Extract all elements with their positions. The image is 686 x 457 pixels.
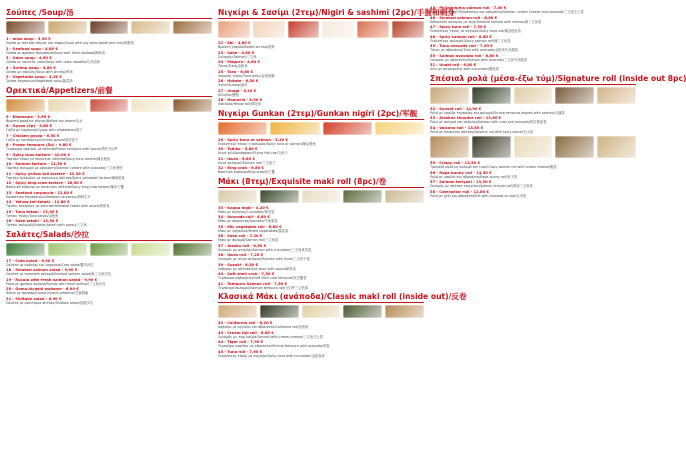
dish-photo-strip	[218, 21, 424, 38]
menu-item-name: 47 - Spicy tuna roll - 7,50 €	[430, 25, 487, 29]
dish-photo	[430, 87, 469, 104]
dish-photo	[514, 136, 553, 158]
menu-item-description: Σούπα με φρέσκα θαλασσινά/Soup with fresh seafood/海鲜汤	[6, 50, 105, 55]
menu-item-name: 8 - Prawn tempura (5p) - 9,80 €	[6, 143, 72, 147]
menu-item-name: 5 - Edamame - 3,90 €	[6, 114, 51, 119]
dish-photo-strip	[430, 87, 636, 104]
menu-item-name: 57 - Salmon teriyaki - 13,50 €	[430, 180, 492, 184]
menu-item	[6, 37, 212, 46]
menu-item-name: 40 - Soft shell crab - 7,50 €	[218, 272, 275, 276]
dish-photo	[131, 243, 170, 256]
menu-item-name: 45 - Tuna roll - 7,90 €	[218, 349, 263, 354]
menu-item-name: 19 - Rucola with fresh salmon salad - 9,90 €	[6, 277, 98, 282]
menu-item-description: Τόνος με αβοκάντο/Tuna with avocado/金枪鱼牛油果卷	[430, 48, 519, 53]
menu-item-description: Σολομός με σάλτσα τεριγιάκι/Salmon teriyaki roll/照烧三文鱼卷	[430, 184, 533, 189]
menu-item-name: 16 - Sake tataki - 12,50 €	[6, 219, 59, 223]
menu-item	[218, 166, 424, 175]
menu-item-description: Σολομός με τυρί Philadelphia και αβοκάντο/Salmon, cream cheese and avocado/三文鱼芝士卷	[430, 10, 584, 15]
menu-item	[6, 153, 212, 162]
menu-item-description: Βασιλικό καβούρι με πικάντικη σάλτσα/Spicy king crab tartare/辣帝王蟹	[6, 185, 124, 190]
menu-item	[6, 134, 212, 143]
menu-item-name: 11 - Spicy yellow tail tartare - 12,50 €	[6, 171, 85, 176]
dish-photo-strip	[6, 21, 212, 34]
menu-item-description: Βραστά φασόλια σόγιας/Boiled soy beans/毛豆	[6, 118, 83, 123]
menu-item-name: 26 - Hotate - 6,50 €	[218, 79, 259, 83]
menu-item-description: Ταρτάρ λακέρδας με πικάντικη σάλτσα/Spicy yellowtail tartare/辣黄尾鱼	[6, 175, 125, 180]
menu-item-description: Λακέρδα/Yellow tail/黄尾鱼	[218, 102, 261, 107]
menu-item-description: Ρολό με γαρίδα και αβοκάντο/Rage bunny roll/兔子卷	[430, 174, 518, 179]
menu-item-name: 1 - miso soup - 3,90 €	[6, 37, 51, 41]
menu-item-description: Ταρτάρ τόνου με πικάντικη σάλτσα/Spicy tuna tartare/辣金枪鱼	[6, 156, 111, 161]
menu-item-description: Τατάκι τόνου/Tuna tataki/金枪鱼	[6, 213, 59, 218]
dish-photo	[270, 122, 319, 135]
dish-photo	[357, 21, 389, 38]
menu-item	[218, 98, 424, 107]
dish-photo	[385, 190, 424, 203]
menu-section	[218, 177, 424, 291]
menu-item-description: Σούπα με γαρίδες/Soup with shrimp/虾汤	[6, 69, 73, 74]
menu-item-description: Χτένι/Scallop/扇贝	[218, 83, 248, 88]
menu-item-description: Ρολό με πικάντικη σάλτσα/Volcano roll with spicy sauce/火山卷	[430, 129, 534, 134]
menu-item	[6, 75, 212, 84]
menu-item-description: Ταρτάρ σολομού με αβοκάντο/Salmon tartare with avocado/三文鱼塔塔	[6, 166, 123, 171]
menu-item-name: 6 - Gyoza (4p) - 5,80 €	[6, 124, 53, 128]
section-title: Νιγκίρι & Σασίμι (2τεμ)/Nigiri & sashimi (2pc)/手握和刺身	[218, 8, 455, 17]
dish-photo	[48, 243, 87, 256]
menu-item	[430, 116, 636, 125]
menu-item-description: Σολομός με αυγά σολομού/Salmon with ikura/三文鱼子卷	[218, 257, 310, 262]
menu-item-description: Τατάκι λακέρδας με σάλτσα/Yellowtail tataki with sauce/黄尾鱼	[6, 204, 110, 209]
menu-item	[218, 138, 424, 147]
menu-item	[430, 161, 636, 170]
dish-photo	[343, 190, 382, 203]
menu-item-name: 50 - Salmon avocado roll - 6,80 €	[430, 53, 499, 58]
menu-item	[218, 234, 424, 243]
section-title: Σαλάτες/Salads/沙拉	[6, 230, 212, 241]
menu-item-name: 28 - Hamachi - 6,50 €	[218, 98, 263, 102]
dish-photo	[288, 21, 320, 38]
dish-photo	[90, 243, 129, 256]
menu-item	[430, 107, 636, 116]
menu-section	[430, 136, 636, 198]
menu-item-description: Μάκι με λαχανικά/Mixed vegetables/蔬菜卷	[218, 228, 289, 233]
dish-photo-strip	[218, 122, 424, 135]
menu-item-name: 49 - Tuna avocado roll - 7,20 €	[430, 44, 493, 48]
menu-item-description: Τεμπούρα γαρίδας με αβοκάντο/Shrimp tempura with avocado/虎卷	[218, 344, 330, 349]
menu-item-name: 34 - Avocado roll - 4,80 €	[218, 215, 270, 219]
menu-item-name: 45 - Philadelphia salmon roll - 7,50 €	[430, 6, 507, 10]
dish-photo	[90, 21, 129, 34]
dish-photo	[597, 87, 636, 104]
menu-item	[6, 268, 212, 277]
menu-item-description: Τεμπούρα γαρίδας με σάλτσα/Prawn tempura with sauce/炸虾天妇罗	[6, 147, 118, 152]
dish-photo	[131, 21, 170, 34]
dish-photo	[343, 305, 382, 318]
menu-item	[218, 215, 424, 224]
dish-photo	[392, 21, 424, 38]
menu-item-name: 7 - Chicken gyoza - 6,50 €	[6, 133, 60, 138]
menu-column-1	[6, 6, 212, 453]
dish-photo	[385, 305, 424, 318]
menu-item-name: 3 - Udon soup - 4,50 €	[6, 56, 52, 60]
menu-item-name: 39 - Suzuki - 6,50 €	[218, 262, 259, 267]
menu-item-name: 14 - Yellow tail tataki - 12,80 €	[6, 200, 70, 204]
menu-item-description: Ρόκα με φρέσκο σολομό/Rucola with fresh salmon/三文鱼沙拉	[6, 281, 106, 286]
dish-photo	[472, 87, 511, 104]
menu-item-description: Γιόζα με κοτόπουλο/Chicken gyoza/鸡肉饺子	[6, 137, 79, 142]
menu-item-name: 56 - Rage bunny roll - 13,50 €	[430, 170, 492, 175]
menu-item	[430, 44, 636, 53]
menu-item-description: Τραγανό ρολό με σολομό και τυρί/Crispy salmon roll with cream cheese/脆卷	[430, 165, 557, 170]
menu-item-description: Χέλι/Eel/鳗鱼	[218, 92, 239, 97]
dish-photo	[555, 87, 594, 104]
section-title: Σούπες /Soup/汤	[6, 8, 212, 19]
menu-item	[6, 278, 212, 287]
menu-item	[218, 282, 424, 291]
menu-item	[218, 147, 424, 156]
menu-item-name: 46 - Smoked salmon roll - 8,80 €	[430, 15, 498, 20]
menu-item	[430, 54, 636, 63]
section-title: Κλασικά Μάκι (ανάποδα)/Classic maki roll (inside out)/反卷	[218, 292, 467, 301]
dish-photo	[323, 122, 372, 135]
menu-section	[430, 6, 636, 72]
menu-item-name: 48 - Spicy salmon roll - 6,80 €	[430, 34, 492, 39]
menu-item	[6, 210, 212, 219]
menu-item-description: Σαλάτα με καβούρι και λαχανικά/Crab salad/蟹肉沙拉	[6, 262, 94, 267]
menu-item	[6, 219, 212, 228]
menu-item-description: Σαλάτα με καπνιστό σολομό/Smoked salmon salad/熏三文鱼沙拉	[6, 272, 111, 277]
menu-item-description: Σούπα λαχανικών/Vegetable soup/蔬菜汤	[6, 79, 73, 84]
dish-photo-strip	[430, 136, 636, 158]
section-title: Σπέσιαλ ρολά (μέσα-έξω τύμ)/Signature roll (inside out 8pc)	[430, 73, 686, 83]
menu-section	[218, 292, 467, 358]
menu-item	[218, 41, 424, 50]
menu-item	[430, 190, 636, 199]
menu-item-name: 55 - Crispy roll - 13,50 €	[430, 161, 481, 165]
dish-photo	[218, 122, 267, 135]
menu-item-description: Λαβράκι με σάλτσα/Sea bass with sauce/鲈鱼卷	[218, 266, 296, 271]
dish-photo-strip	[218, 190, 424, 203]
dish-photo	[48, 99, 87, 112]
section-title: Ορεκτικά/Appetizers/前餐	[6, 86, 212, 97]
menu-item-name: 36 - Sake roll - 7,20 €	[218, 234, 263, 238]
menu-item	[6, 115, 212, 124]
section-title: Νιγκίρι Gunkan (2τεμ)/Gunkan nigiri (2pc)/军舰	[218, 109, 424, 120]
menu-item-description: Πικάντικος τόνος με αγγούρι/Spicy tuna with cucumber/金枪鱼卷	[218, 353, 325, 358]
menu-item	[218, 340, 424, 349]
menu-item	[6, 181, 212, 190]
dish-photo	[173, 21, 212, 34]
dish-photo	[322, 21, 354, 38]
dish-photo	[260, 190, 299, 203]
dish-photo	[302, 305, 341, 318]
menu-item-name: 44 - Tiger roll - 7,90 €	[218, 340, 264, 344]
menu-item	[218, 225, 424, 234]
menu-item-description: Τατάκι σολομού/Salmon tataki with ponzu/三文鱼	[6, 223, 87, 228]
dish-photo	[6, 21, 45, 34]
menu-item	[430, 126, 636, 135]
menu-item	[218, 70, 424, 79]
menu-item-name: 32 - King crab - 6,80 €	[218, 166, 265, 170]
menu-item-name: 22 - Ebi - 4,80 €	[218, 41, 251, 45]
menu-item	[218, 253, 424, 262]
menu-item-description: Ρολό με σολομό και καβούρι/Salmon with crab and avocado/阿拉斯加卷	[430, 120, 547, 125]
menu-item-name: 13 - Seafood carpaccio - 12,80 €	[6, 190, 73, 195]
menu-item-description: Ρολό με χέλι και αβοκάντο/Eel with avocado on top/毛虫卷	[430, 193, 527, 198]
menu-item-description: Σολομός με αγγούρι/Salmon with cucumber/三文鱼黄瓜卷	[218, 247, 312, 252]
menu-item-name: 52 - Sunset roll - 14,00 €	[430, 106, 482, 111]
dish-photo	[260, 305, 299, 318]
menu-section	[6, 230, 212, 306]
dish-photo	[6, 99, 45, 112]
menu-item-description: Φύκια με σουσάμι/Goma hiyashi wakame/芝麻海藻	[6, 291, 89, 296]
dish-photo	[253, 21, 285, 38]
menu-item-description: Καπνιστός σολομός με τυρί/Smoked salmon with cheese/熏三文鱼卷	[430, 19, 542, 24]
menu-item-name: 37 - Alaska roll - 6,50 €	[218, 243, 267, 248]
menu-item-description: Πικάντικος τόνος ή σολομός/Spicy tuna or salmon/辣金枪鱼	[218, 141, 316, 146]
menu-item-name: 15 - Tuna tataki - 13,50 €	[6, 209, 59, 214]
menu-section	[218, 109, 424, 175]
menu-item-description: Σολομός με αβοκάντο/Salmon with avocado/三文鱼牛油果卷	[430, 57, 528, 62]
menu-item	[430, 25, 636, 34]
menu-item-name: 2 - Seafood soup - 4,80 €	[6, 46, 58, 51]
menu-item-description: Τόνος/Tuna/金枪鱼	[218, 64, 248, 69]
menu-item-name: 18 - Smoked salmon salad - 9,90 €	[6, 268, 78, 272]
dish-photo	[430, 136, 469, 158]
dish-photo	[218, 305, 257, 318]
menu-item-description: Σούπα με σάλτσα σόγιας και τόφου/Soup with soy bean paste and tofu/味噌汤	[6, 41, 134, 46]
dish-photo	[597, 136, 636, 158]
menu-item-name: 24 - Maguro - 4,80 €	[218, 60, 261, 64]
menu-item-description: Λιπαρός τόνος/Tuna belly/金枪鱼腩	[218, 73, 275, 78]
section-title: Μάκι (8τεμ)/Exquisite maki roll (8pc)/卷	[218, 177, 424, 188]
menu-item-name: 20 - Goma hiyashi wakame - 6,90 €	[6, 287, 79, 291]
menu-item-description: Βασιλικό καβούρι/King crab/帝王蟹	[218, 170, 275, 175]
menu-item-description: Πικάντικος σολομός/Spicy salmon roll/辣三文鱼卷	[430, 38, 511, 43]
menu-item	[6, 172, 212, 181]
dish-photo	[218, 190, 257, 203]
menu-item	[6, 287, 212, 296]
menu-item	[430, 171, 636, 180]
dish-photo	[302, 190, 341, 203]
menu-item	[6, 47, 212, 56]
menu-item	[6, 66, 212, 75]
menu-item	[6, 259, 212, 268]
menu-item-description: Καρπάτσιο θαλασσινών/Seafood carpaccio/海鲜生片	[6, 194, 91, 199]
menu-item-name: 41 - Tempura Salmon roll - 7,50 €	[218, 281, 288, 286]
menu-item-description: Μάκι με αγγούρι/Cucumber/黄瓜卷	[218, 209, 275, 214]
menu-section	[6, 86, 212, 228]
menu-item-description: Γιόζα με λαχανικά/Gyoza with vegetables/饺子	[6, 128, 83, 133]
menu-item	[218, 79, 424, 88]
menu-item-name: 9 - Spicy tuna tartare - 10,00 €	[6, 152, 71, 157]
menu-item-name: 29 - Spicy tuna or salmon - 5,20 €	[218, 137, 289, 142]
menu-item	[218, 263, 424, 272]
menu-section	[430, 73, 686, 135]
menu-item-name: 17 - Crab salad - 9,90 €	[6, 258, 55, 263]
dish-photo-strip	[6, 243, 212, 256]
menu-item	[430, 180, 636, 189]
menu-item	[6, 143, 212, 152]
menu-item	[6, 200, 212, 209]
menu-item-description: Σολομός με τυρί κρέμα/Salmon with cream cheese/三文鱼芝士卷	[218, 334, 323, 339]
dish-photo	[375, 122, 424, 135]
dish-photo	[514, 87, 553, 104]
menu-item	[430, 6, 636, 15]
menu-item-description: Μάκι με σολομό/Salmon roll/三文鱼卷	[218, 238, 279, 243]
menu-item-description: Χέλι με αγγούρι/Eel with cucumber/鳗鱼卷	[430, 67, 500, 72]
menu-item-description: Αυγά χελιδονόψαρου/Flying fish roe/飞鱼子	[218, 151, 288, 156]
menu-item-name: 27 - Unagi - 6,20 €	[218, 88, 257, 93]
dish-photo	[555, 136, 594, 158]
dish-photo	[6, 243, 45, 256]
dish-photo	[173, 99, 212, 112]
menu-item-name: 53 - Alaskan thunder roll - 13,80 €	[430, 116, 502, 120]
menu-item-name: 10 - Salmon tartare - 11,50 €	[6, 162, 67, 166]
dish-photo	[173, 243, 212, 256]
menu-item-name: 23 - Sake - 4,80 €	[218, 50, 255, 55]
menu-item	[6, 56, 212, 65]
menu-item-description: Ρολό με γαρίδα τεμπούρα και σολομό/Shrimp tempura topped with salmon/日落卷	[430, 110, 565, 115]
menu-item	[430, 16, 636, 25]
menu-item-name: 35 - Mix vegetable roll - 6,80 €	[218, 224, 282, 229]
menu-item	[218, 272, 424, 281]
menu-item-name: 58 - Caterpillar roll - 12,80 €	[430, 189, 490, 194]
menu-item	[6, 191, 212, 200]
menu-item-name: 25 - Toro - 6,80 €	[218, 69, 254, 74]
menu-item-name: 30 - Tobiko - 5,80 €	[218, 147, 258, 151]
menu-item-description: Μάκι με αβοκάντο/Avocado/牛油果卷	[218, 219, 278, 224]
menu-item	[218, 206, 424, 215]
menu-item	[6, 124, 212, 133]
menu-item-description: Τεμπούρα σολομού/Salmon tempura roll/天妇罗三文鱼卷	[218, 285, 309, 290]
menu-item	[6, 162, 212, 171]
dish-photo	[472, 136, 511, 158]
dish-photo	[48, 21, 87, 34]
menu-item-name: 42 - California roll - 8,20 €	[218, 321, 273, 325]
menu-item-name: 33 - Kappa maki - 4,20 €	[218, 205, 269, 210]
menu-item-description: Σαλάτα με μανιτάρια σιιτάκε/Shiitake salad/香菇沙拉	[6, 300, 93, 305]
menu-item-description: Καβούρι με αγγούρι και αβοκάντο/California roll/加州卷	[218, 325, 309, 330]
dish-photo	[218, 21, 250, 38]
menu-item-name: 43 - Cream fuji roll - 8,80 €	[218, 330, 274, 335]
dish-photo	[131, 99, 170, 112]
menu-item	[6, 297, 212, 306]
menu-item-name: 5 - Vegetable soup - 4,20 €	[6, 75, 62, 79]
menu-item	[430, 63, 636, 72]
menu-item	[218, 51, 424, 60]
menu-item-name: 51 - Unaki roll - 6,80 €	[430, 63, 477, 67]
menu-item	[218, 321, 424, 330]
dish-photo	[90, 99, 129, 112]
menu-item-name: 54 - Volcano roll - 13,80 €	[430, 125, 484, 130]
dish-photo-strip	[6, 99, 212, 112]
menu-item-description: Σούπα με νουντλς udon/Soup with udon noodles/乌冬面汤	[6, 60, 100, 65]
menu-section	[6, 8, 212, 84]
menu-item-name: 31 - Ikura - 6,80 €	[218, 156, 256, 161]
menu-item-description: Βραστή γαρίδα/Boiled shrimp/熟虾	[218, 45, 275, 50]
menu-item-name: 4 - Shrimp soup - 4,80 €	[6, 65, 56, 70]
dish-photo-strip	[218, 305, 424, 318]
menu-item-description: Σολομός/Salmon/三文鱼	[218, 54, 257, 59]
menu-item-name: 21 - Shiitake salad - 6,90 €	[6, 296, 62, 301]
menu-item-description: Τεμπούρα καβουριού/Soft shell crab tempura/软壳蟹卷	[218, 276, 307, 281]
menu-item-description: Πικάντικος τόνος με αγγούρι/Spicy tuna roll/辣金枪鱼卷	[430, 29, 521, 34]
menu-item	[218, 244, 424, 253]
menu-item-name: 38 - Ikura roll - 7,20 €	[218, 253, 264, 257]
menu-item-name: 12 - Spicy king crab tartare - 16,50 €	[6, 181, 83, 185]
menu-item	[218, 89, 424, 98]
menu-item-description: Αυγά σολομού/Salmon roe/三文鱼子	[218, 160, 276, 165]
menu-item	[218, 331, 424, 340]
menu-item	[218, 350, 424, 359]
menu-column-3	[430, 6, 686, 453]
menu-item	[430, 35, 636, 44]
menu-item	[218, 157, 424, 166]
menu-item	[218, 60, 424, 69]
